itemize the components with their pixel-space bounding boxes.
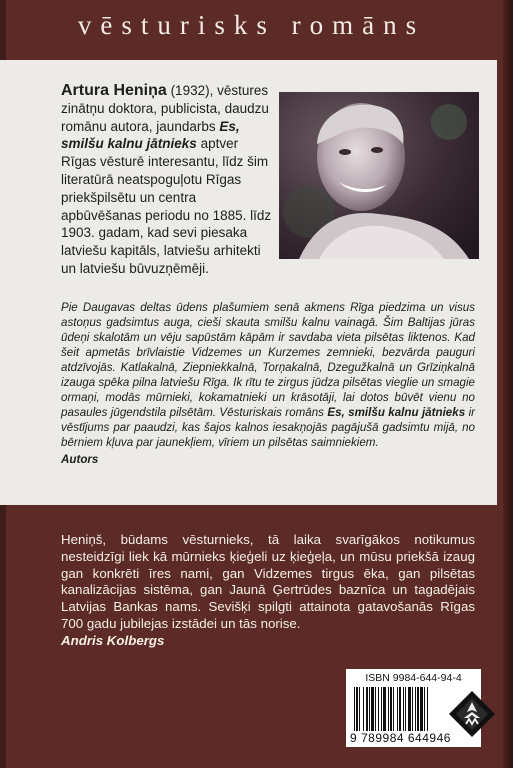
author-name: Artura Heniņa <box>61 82 167 99</box>
blurb-signature: Autors <box>61 453 99 466</box>
author-bio <box>61 82 276 278</box>
book-blurb <box>61 300 475 467</box>
cover-right-edge <box>503 0 513 768</box>
author-bio-text-2: aptver Rīgas vēsturē interesantu, līdz šim literatūrā neatspoguļotu Rīgas priekšpilsētu un centra apbūvēšanas periodu no 1885. līdz 1903. gadam, kad sevi piesaka latviešu kapitāls, latviešu arhitekti un latviešu būvuzņēmēji. <box>61 136 272 276</box>
ean-number: 9 789984 644946 <box>350 731 451 745</box>
author-photo-image <box>279 92 479 259</box>
blurb-text: Pie Daugavas deltas ūdens plašumiem senā akmens Rīga piedzima un visus astoņus gadsimtus auga, cieši skauta smilšu kalnu vainagā. Šim Baltijas jūras ūdeņi skalotām un vēju sapūstām kāpām ir savdaba vieta pilsētas liktenos. Kad šeit apmetās brīvlaistie Vidzemes un Kurzemes zemnieki, bezvārda pauguri atdzīvojās. Katlakalnā, Ziepniekkalnā, Torņakalnā, Dzegužkalnā un Grīziņkalnā izauga spēka pilna latviešu Rīga. Ik rītu te zirgus jūdza pilsētas vieglie un smagie ormaņi, modās mūrnieki, kokamatnieki un krāsotāji, lai dotos būvēt vienu no pasaules jūgendstila pilsētām. Vēsturiskais romāns <box>61 301 475 419</box>
book-title: Es, smilšu kalnu jātnieks <box>61 118 240 152</box>
blurb-text-2: ir vēstījums par paaudzi, kas šajos kalnos iesakņojās pagājušā gadsimtu mijā, no bērniem kļuva par jaunekļiem, vīriem un pilsētas saimniekiem. <box>61 406 475 449</box>
review-signature: Andris Kolbergs <box>61 632 165 648</box>
publisher-logo-icon <box>448 690 496 738</box>
author-bio-text: vēstures zinātņu doktora, publicista, daudzu romānu autora, jaundarbs <box>61 83 269 134</box>
review-quote <box>61 532 475 650</box>
blurb-book-title: Es, smilšu kalnu jātnieks <box>327 406 466 419</box>
author-photo <box>279 92 479 259</box>
series-title: vēsturisks romāns <box>77 10 426 40</box>
review-text: Heniņš, būdams vēsturnieks, tā laika svarīgākos notikumus nesteidzīgi liek kā mūrnieks ķieģeli uz ķieģeļa, un mūsu priekšā izaug gan konkrēti īres nami, gan Vidzemes tirgus ēka, gan pilsētas kanalizācijas sistēma, gan Jaunā Ģertrūdes baznīca un tagadējais Latvijas Bankas nams. Sevišķi spilgti attainota gatavošanās Rīgas 700 gadu jubilejas izstādei un tās norise. <box>61 532 475 631</box>
isbn-number: ISBN 9984-644-94-4 <box>365 672 462 684</box>
author-year: (1932), <box>170 83 214 98</box>
